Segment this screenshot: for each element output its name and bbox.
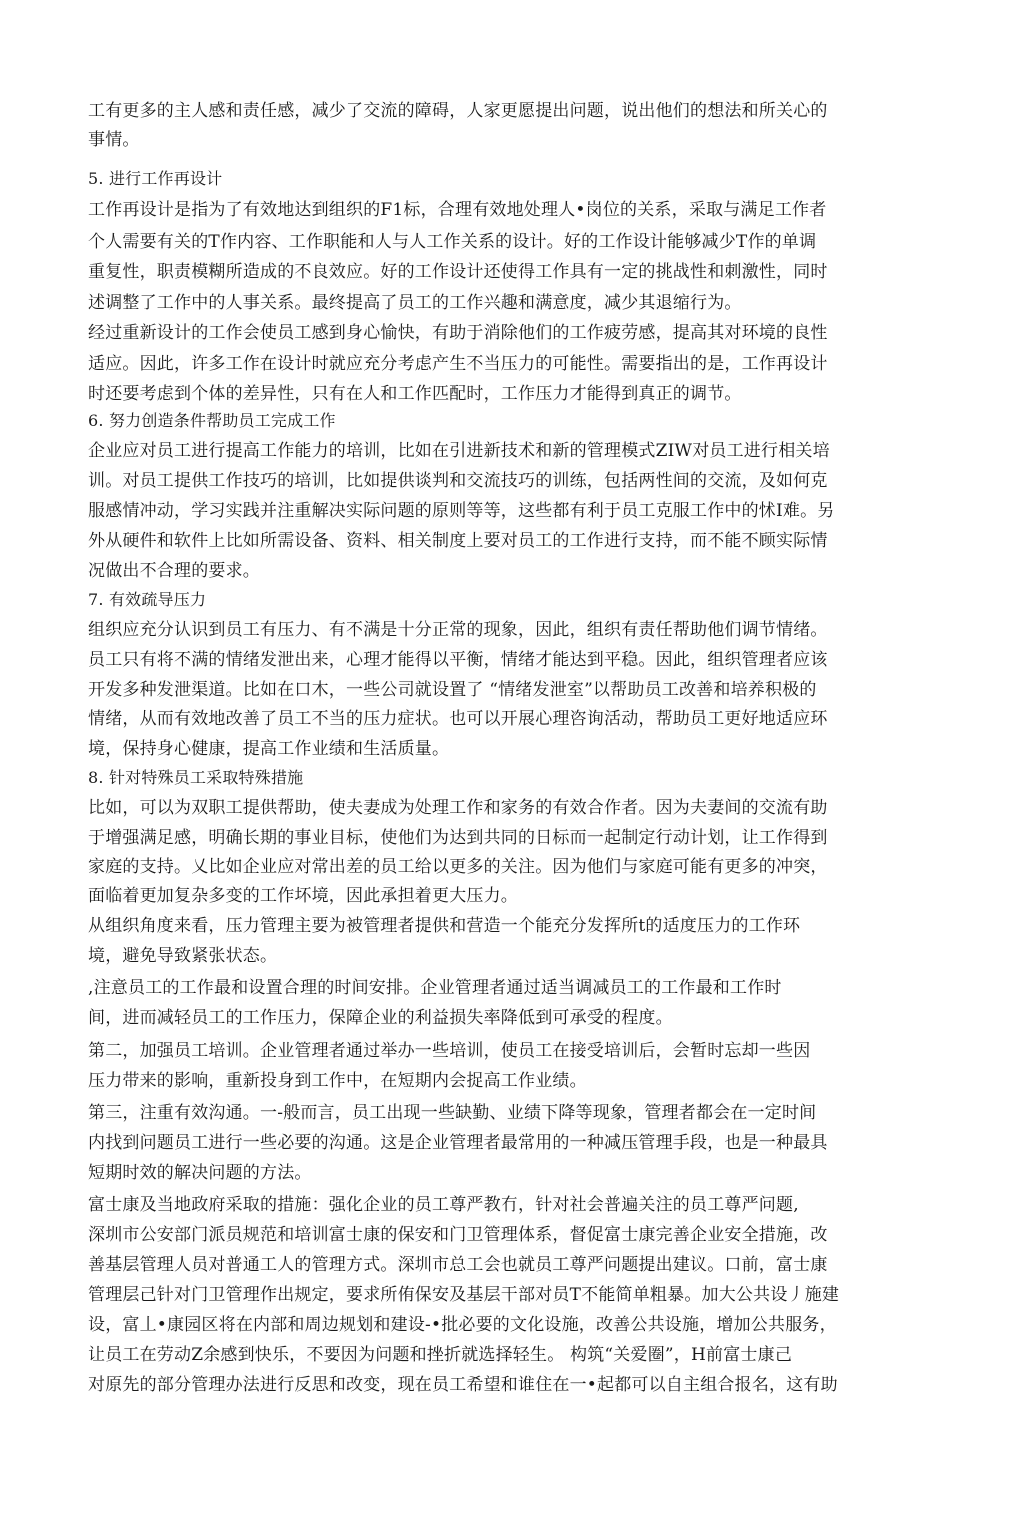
body-text-line: 短期时效的解决问题的方法。 xyxy=(88,1163,312,1183)
body-text-line: 善基层管理人员对普通工人的管理方式。深圳市总工会也就员工尊严问题提出建议。口前，富士康 xyxy=(88,1255,828,1275)
body-text-line: 对原先的部分管理办法进行反思和改变，现在员工希望和谁住在一•起都可以自主组合报名，这有助 xyxy=(88,1375,838,1395)
section-heading: 7. 有效疏导压力 xyxy=(88,590,207,609)
body-text-line: 深圳市公安部门派员规范和培训富士康的保安和门卫管理体系，督促富士康完善企业安全措施，改 xyxy=(88,1225,828,1245)
body-text-line: 家庭的支持。乂比如企业应对常出差的员工给以更多的关注。因为他们与家庭可能有更多的冲突， xyxy=(88,857,828,877)
body-text-line: 工作再设计是指为了有效地达到组织的F1标，合理有效地处理人•岗位的关系，采取与满足工作者 xyxy=(88,200,827,220)
body-text-line: 境，避免导致紧张状态。 xyxy=(88,946,278,966)
body-text-line: 压力带来的影响，重新投身到工作中，在短期内会捉高工作业绩。 xyxy=(88,1071,587,1091)
body-text-line: 让员工在劳动Z余感到快乐，不要因为问题和挫折就选择轻生。 构筑“关爱圈”，H前富士康己 xyxy=(88,1345,793,1365)
body-text-line: 外从硬件和软件上比如所需设备、资料、相关制度上要对员工的工作进行支持，而不能不顾实际情 xyxy=(88,531,828,551)
section-heading: 6. 努力创造条件帮助员工完成工作 xyxy=(88,411,336,430)
body-text-line: 面临着更加复杂多变的工作坏境，因此承担着更大压力。 xyxy=(88,886,518,906)
body-text-line: 境，保持身心健康，提高工作业绩和生活质量。 xyxy=(88,739,450,759)
body-text-line: 内找到问题员工进行一些必要的沟通。这是企业管理者最常用的一种减压管理手段，也是一种最具 xyxy=(88,1133,828,1153)
body-text-line: ,注意员工的工作最和设置合理的时间安排。企业管理者通过适当调减员工的工作最和工作时 xyxy=(88,978,782,998)
body-text-line: 重复性，职责模糊所造成的不良效应。好的工作设计还使得工作具有一定的挑战性和刺激性，同时 xyxy=(88,262,828,282)
body-text-line: 开发多种发泄渠道。比如在口木，一些公司就设置了 “情绪发泄室”以帮助员工改善和培养积极的 xyxy=(88,680,817,700)
body-text-line: 训。对员工提供工作技巧的培训，比如提供谈判和交流技巧的训练，包括两性间的交流，及如何克 xyxy=(88,471,828,491)
body-text-line: 管理层己针对门卫管理作出规定，要求所侑保安及基层干部对员T不能简单粗暴。加大公共设丿施建 xyxy=(88,1285,840,1305)
body-text-line: 工有更多的主人感和责任感，减少了交流的障碍，人家更愿提出问题，说出他们的想法和所关心的 xyxy=(88,101,828,121)
body-text-line: 经过重新设计的工作会使员工感到身心愉快，有助于消除他们的工作疲劳感，提高其对环境的良性 xyxy=(88,323,828,343)
body-text-line: 第三，注重有效沟通。一-般而言，员工出现一些缺勤、业绩下降等现象，管理者都会在一定时间 xyxy=(88,1103,817,1123)
body-text-line: 第二，加强员工培训。企业管理者通过举办一些培训，使员工在接受培训后，会暂时忘却一些因 xyxy=(88,1041,811,1061)
section-heading: 8. 针对特殊员工采取特殊措施 xyxy=(88,768,304,787)
body-text-line: 述调整了工作中的人事关系。最终提高了员工的工作兴趣和满意度，减少其退缩行为。 xyxy=(88,293,742,313)
body-text-line: 时还要考虑到个体的差异性，只有在人和工作匹配时，工作压力才能得到真正的调节。 xyxy=(88,384,742,404)
body-text-line: 员工只有将不满的情绪发泄出来，心理才能得以平衡，情绪才能达到平稳。因此，组织管理者应该 xyxy=(88,650,828,670)
body-text-line: 情绪，从而有效地改善了员工不当的压力症状。也可以开展心理咨询活动，帮助员工更好地适应环 xyxy=(88,709,828,729)
body-text-line: 服感情冲动，学习实践并注重解决实际问题的原则等等，这些都有利于员工克服工作中的怵I难。另 xyxy=(88,501,835,521)
body-text-line: 设，富丄•康园区将在内部和周边规划和建设-•批必要的文化设施，改善公共设施，增加公共服务， xyxy=(88,1315,837,1335)
body-text-line: 况做出不合理的要求。 xyxy=(88,561,260,581)
body-text-line: 间，进而减轻员工的工作压力，保障企业的利益损失率降低到可承受的程度。 xyxy=(88,1008,673,1028)
body-text-line: 适应。因此，许多工作在设计时就应充分考虑产生不当压力的可能性。需要指出的是，工作再设计 xyxy=(88,354,828,374)
body-text-line: 个人需要有关的T作内容、工作职能和人与人工作关系的设计。好的工作设计能够减少T作的单调 xyxy=(88,232,817,252)
section-heading: 5. 进行工作再设计 xyxy=(88,169,223,188)
body-text-line: 从组织角度来看，压力管理主要为被管理者提供和营造一个能充分发挥所t的适度压力的工作环 xyxy=(88,916,801,936)
body-text-line: 富士康及当地政府采取的措施：强化企业的员工尊严教冇，针对社会普遍关注的员工尊严问题, xyxy=(88,1195,799,1215)
body-text-line: 企业应对员工进行提高工作能力的培训，比如在引进新技术和新的管理模式ZIW对员工进行相关培 xyxy=(88,441,830,461)
body-text-line: 组织应充分认识到员工有压力、有不满是十分正常的现象，因此，组织有责任帮助他们调节情绪。 xyxy=(88,620,828,640)
body-text-line: 比如，可以为双职工提供帮助，使夫妻成为处理工作和家务的有效合作者。因为夫妻间的交流有助 xyxy=(88,798,828,818)
body-text-line: 事情。 xyxy=(88,130,140,150)
body-text-line: 于增强满足感，明确长期的事业目标，使他们为达到共同的日标而一起制定行动计划，让工作得到 xyxy=(88,828,828,848)
